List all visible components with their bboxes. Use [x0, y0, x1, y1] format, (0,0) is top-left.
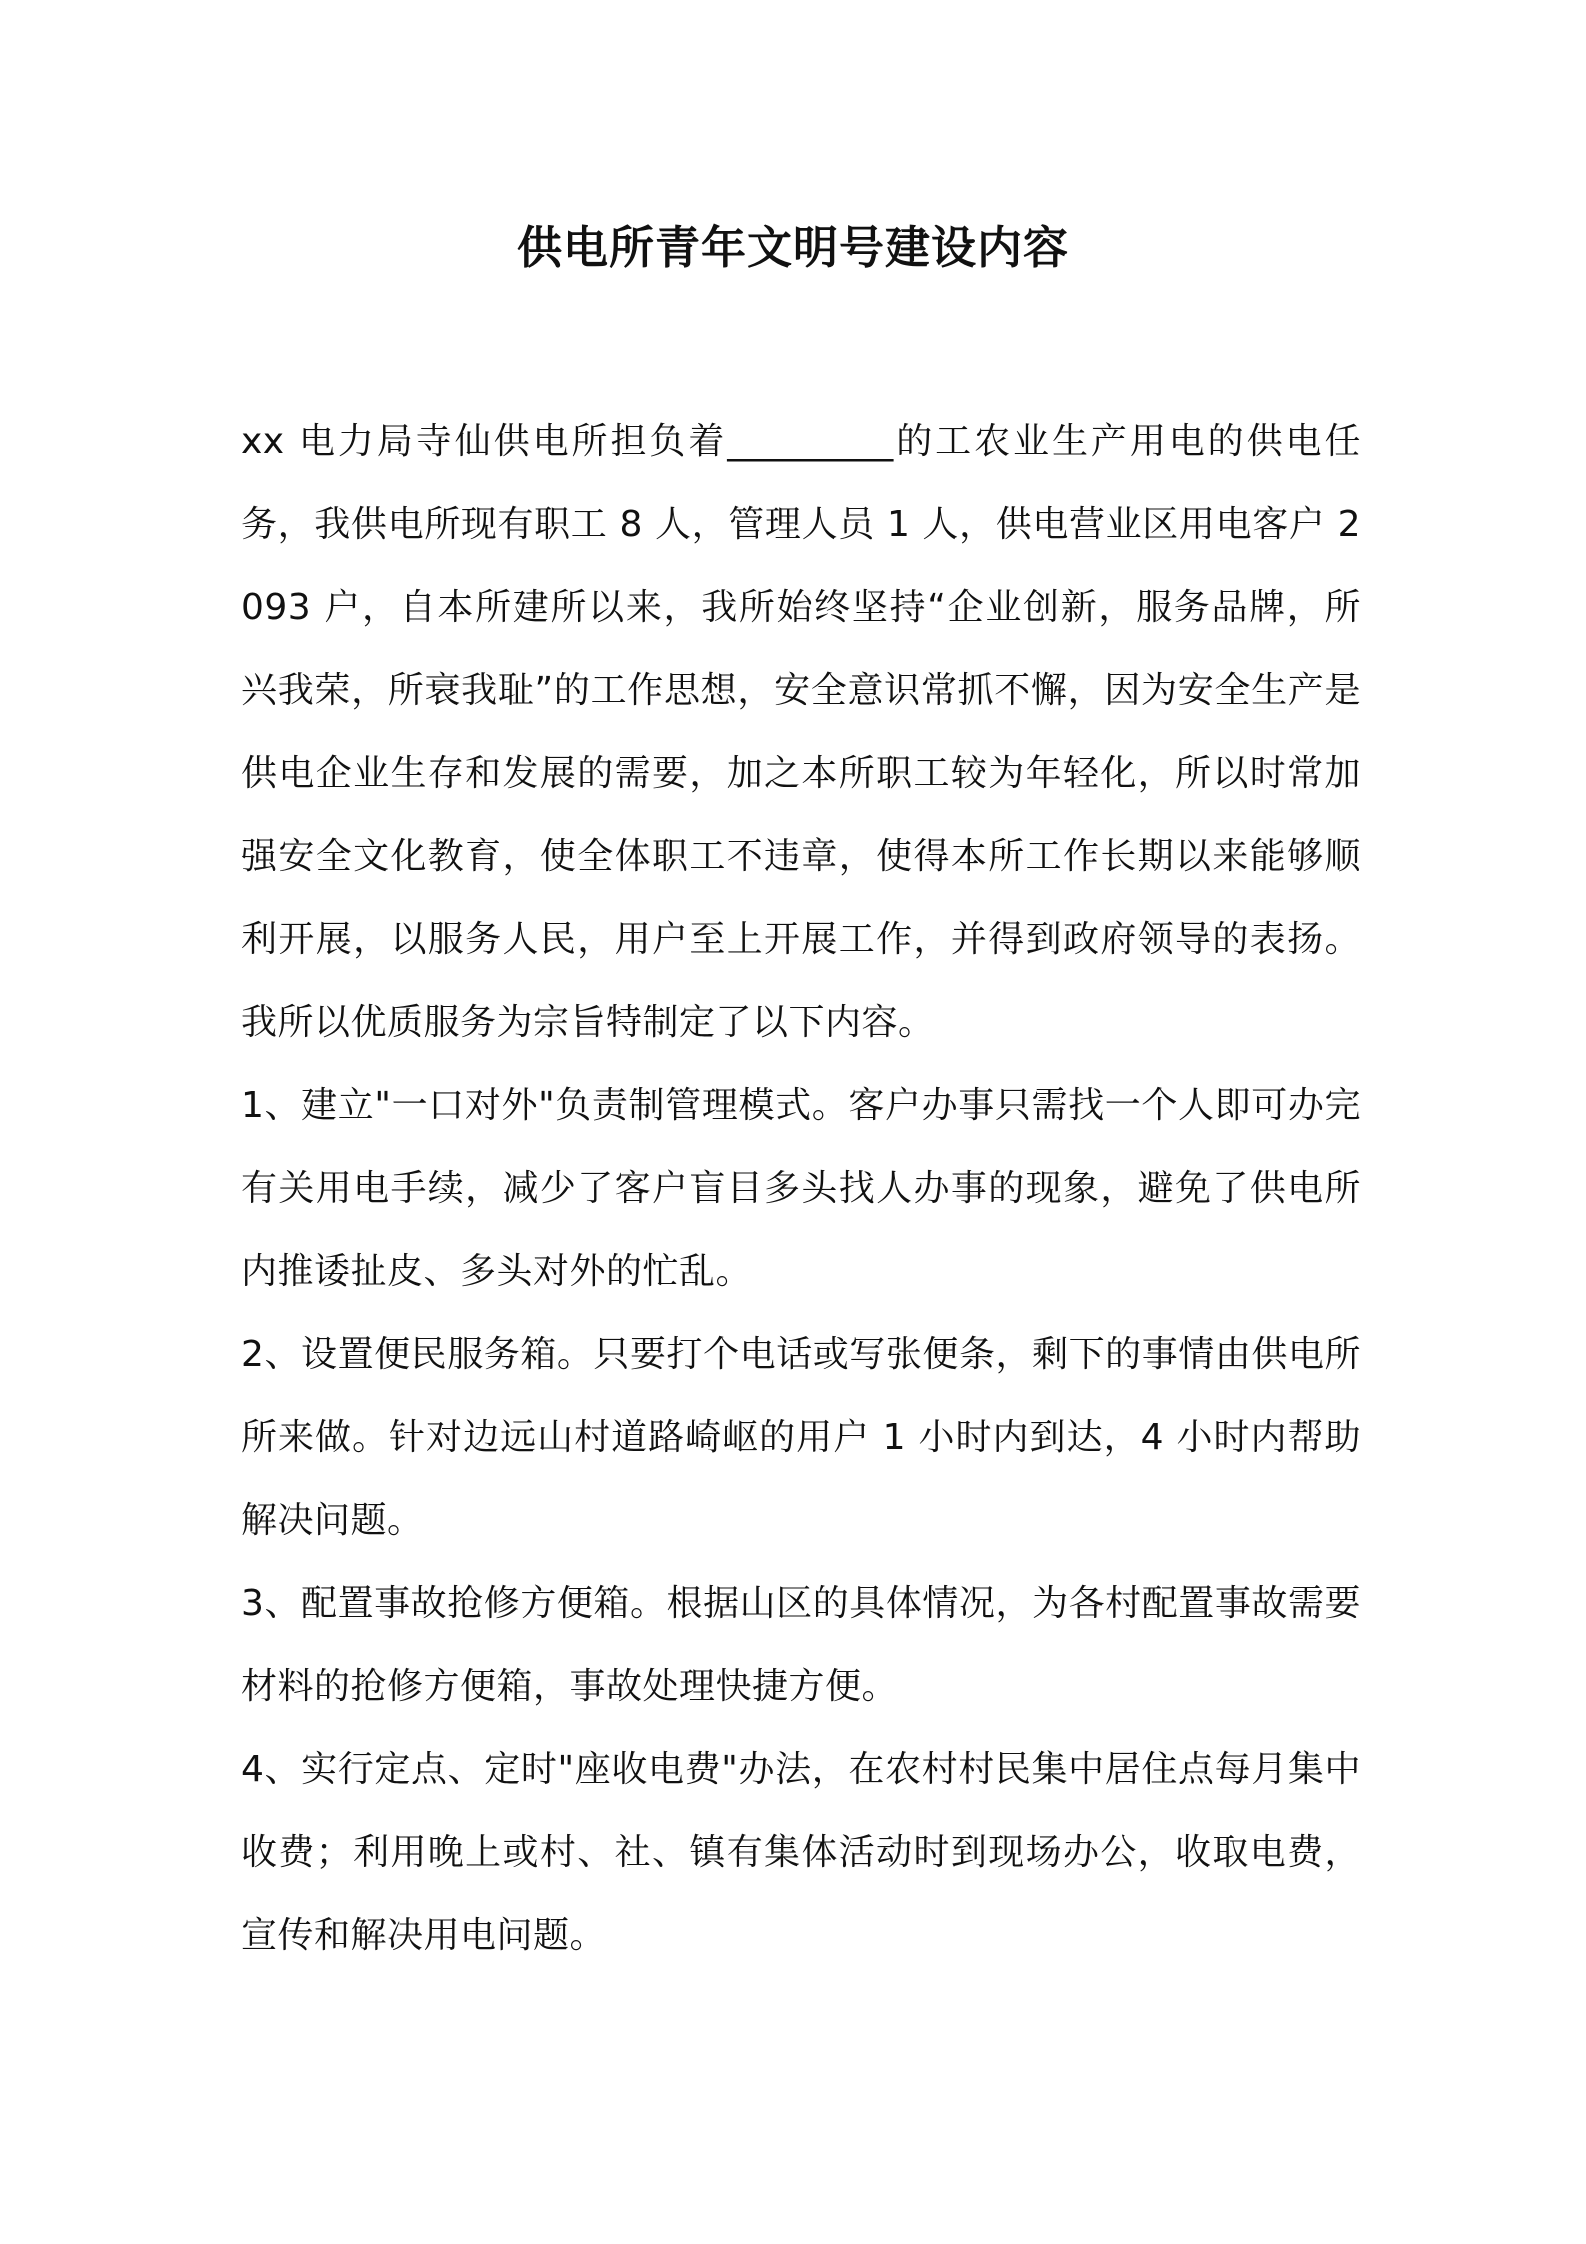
item-paragraph-3: 3、配置事故抢修方便箱。根据山区的具体情况，为各村配置事故需要材料的抢修方便箱，事故处理快捷方便。 [241, 1583, 1361, 1707]
document-title: 供电所青年文明号建设内容 [516, 221, 1069, 274]
intro-paragraph: xx 电力局寺仙供电所担负着_________的工农业生产用电的供电任务，我供电所现有职工 8 人，管理人员 1 人，供电营业区用电客户 2093 户，自本所建所以来，我所始终坚持“企业创新，服务品牌，所兴我荣，所衰我耻”的工作思想，安全意识常抓不懈，因为安全生产是供电企业生存和发展的需要，加之本所职工较为年轻化，所以时常加强安全文化教育，使全体职工不违章，使得本所工作长期以来能够顺利开展，以服务人民，用户至上开展工作，并得到政府领导的表扬。我所以优质服务为宗旨特制定了以下内容。 [241, 421, 1361, 1043]
item-paragraph-1: 1、建立"一口对外"负责制管理模式。客户办事只需找一个人即可办完有关用电手续，减少了客户盲目多头找人办事的现象，避免了供电所内推诿扯皮、多头对外的忙乱。 [241, 1085, 1361, 1292]
item-paragraph-2: 2、设置便民服务箱。只要打个电话或写张便条，剩下的事情由供电所所来做。针对边远山村道路崎岖的用户 1 小时内到达，4 小时内帮助解决问题。 [241, 1334, 1361, 1541]
document-body [241, 400, 1361, 1977]
item-paragraph-4: 4、实行定点、定时"座收电费"办法，在农村村民集中居住点每月集中收费；利用晚上或村、社、镇有集体活动时到现场办公，收取电费，宣传和解决用电问题。 [241, 1749, 1361, 1956]
